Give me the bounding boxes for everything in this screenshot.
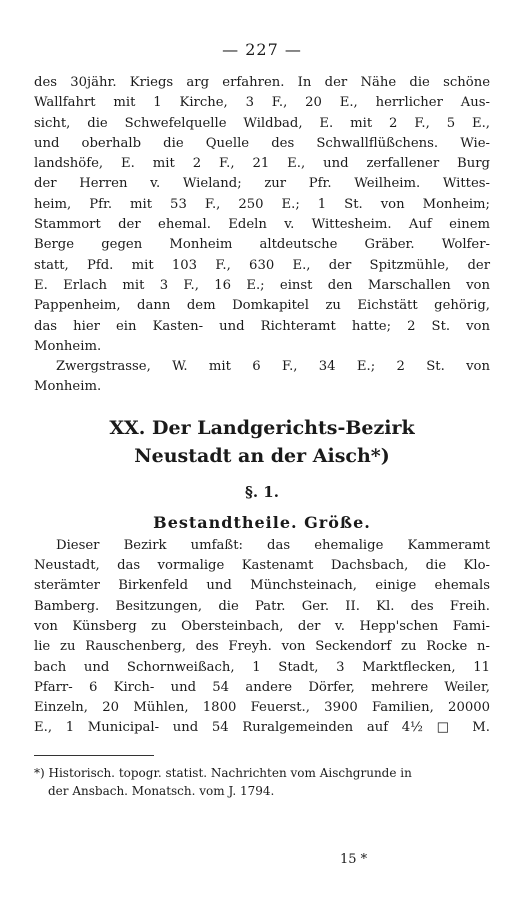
paragraph-1 <box>34 73 490 357</box>
text-line: sterämter Birkenfeld und Münchsteinach, einige ehemals <box>34 578 490 594</box>
section-title: Bestandtheile. Größe. <box>153 512 371 532</box>
text-line: Pfarr- 6 Kirch- und 54 andere Dörfer, mehrere Weiler, <box>34 679 490 695</box>
text-line: statt, Pfd. mit 103 F., 630 E., der Spitzmühle, der <box>34 257 490 273</box>
text-line: bach und Schornweißach, 1 Stadt, 3 Marktflecken, 11 <box>34 659 490 675</box>
section-number: §. 1. <box>245 482 279 501</box>
text-line: Pappenheim, dann dem Domkapitel zu Eichstätt gehörig, <box>34 298 490 314</box>
text-line: des 30jähr. Kriegs arg erfahren. In der Nähe die schöne <box>34 75 490 90</box>
text-line: Berge gegen Monheim altdeutsche Gräber. Wolfer- <box>34 237 490 253</box>
text-line: lie zu Rauschenberg, des Freyh. von Seckendorf zu Rocke n- <box>34 639 490 655</box>
text-line: Bamberg. Besitzungen, die Patr. Ger. II. Kl. des Freih. <box>34 598 490 614</box>
text-line: das hier ein Kasten- und Richteramt hatte; 2 St. von <box>34 318 490 334</box>
text-line: Monheim. <box>34 379 102 395</box>
text-line: sicht, die Schwefelquelle Wildbad, E. mit 2 F., 5 E., <box>34 115 490 131</box>
text-line: von Künsberg zu Obersteinbach, der v. Hepp'schen Fami- <box>34 618 490 634</box>
text-line: heim, Pfr. mit 53 F., 250 E.; 1 St. von Monheim; <box>34 196 490 212</box>
page-number: — 227 — <box>222 40 302 59</box>
text-line: und oberhalb die Quelle des Schwallflüßchens. Wie- <box>34 135 490 151</box>
page <box>34 40 490 800</box>
footnote-divider <box>34 755 154 756</box>
text-line: E., 1 Municipal- und 54 Ruralgemeinden auf 4½ □ M. <box>34 720 490 736</box>
paragraph-2 <box>34 357 490 398</box>
text-line: Einzeln, 20 Mühlen, 1800 Feuerst., 3900 Familien, 20000 <box>34 700 490 716</box>
text-line: der Herren v. Wieland; zur Pfr. Weilheim. Wittes- <box>34 176 490 192</box>
body-paragraph <box>34 536 490 739</box>
text-line: Zwergstrasse, W. mit 6 F., 34 E.; 2 St. von <box>56 359 490 375</box>
signature-mark: 15 * <box>340 852 368 867</box>
text-line: Wallfahrt mit 1 Kirche, 3 F., 20 E., herrlicher Aus- <box>34 95 490 111</box>
chapter-heading: XX. Der Landgerichts-Bezirk <box>109 416 415 439</box>
text-line: Dieser Bezirk umfaßt: das ehemalige Kammeramt <box>56 537 490 553</box>
footnote-line: *) Historisch. topogr. statist. Nachrichten vom Aischgrunde in <box>34 765 412 780</box>
text-line: Monheim. <box>34 338 102 354</box>
footnote-line: der Ansbach. Monatsch. vom J. 1794. <box>48 783 275 798</box>
text-line: Stammort der ehemal. Edeln v. Wittesheim. Auf einem <box>34 217 490 233</box>
text-line: Neustadt, das vormalige Kastenamt Dachsbach, die Klo- <box>34 558 490 574</box>
text-line: E. Erlach mit 3 F., 16 E.; einst den Marschallen von <box>34 277 490 293</box>
chapter-subheading: Neustadt an der Aisch*) <box>134 444 390 467</box>
text-line: landshöfe, E. mit 2 F., 21 E., und zerfallener Burg <box>34 156 490 172</box>
